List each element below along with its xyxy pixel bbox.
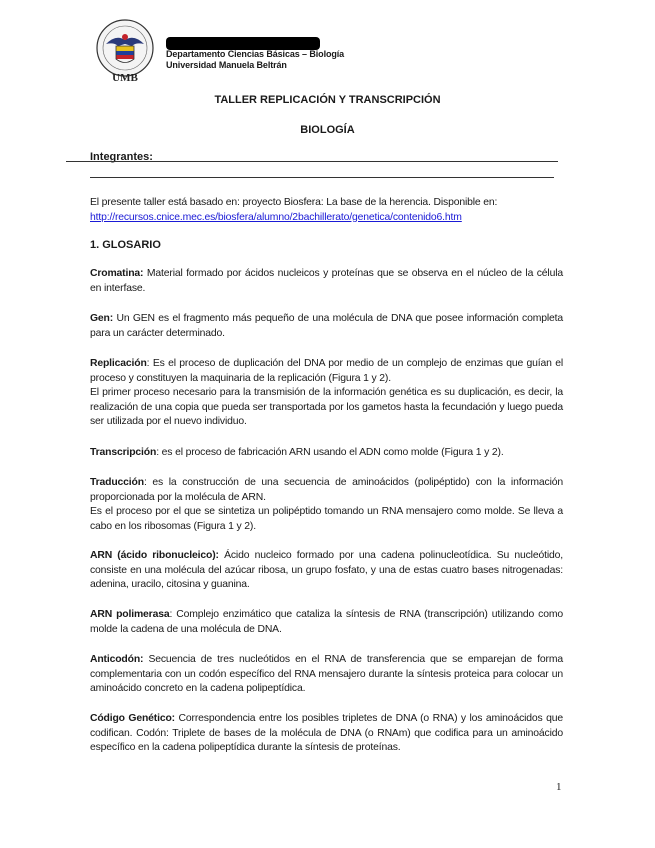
source-link[interactable]: http://recursos.cnice.mec.es/biosfera/alumno/2bachillerato/genetica/contenido6.htm xyxy=(90,211,462,223)
university-name: Universidad Manuela Beltrán xyxy=(166,60,287,70)
section-title: 1. GLOSARIO xyxy=(90,239,161,251)
integrantes-line-1 xyxy=(66,161,558,162)
glossary-entry xyxy=(90,653,563,697)
intro-paragraph xyxy=(90,196,563,225)
glossary-definition: : Es el proceso de duplicación del DNA por medio de un complejo de enzimas que guían el proceso y constituyen la maquinaria de la replicación (Figura 1 y 2). xyxy=(90,358,563,384)
logo-text: UMB xyxy=(112,72,138,84)
glossary-term: Cromatina: xyxy=(90,268,144,279)
glossary-entry xyxy=(90,357,563,430)
glossary-term: Anticodón: xyxy=(90,654,144,665)
glossary-entry xyxy=(90,476,563,534)
glossary-definition: Ácido nucleico formado por una cadena polinucleotídica. Su nucleótido, consiste en una molécula del azúcar ribosa, un grupo fosfato, y una de estas cuatro bases nitrogenadas: adenina, uracilo, citosina y guanina. xyxy=(90,550,563,591)
glossary-entry xyxy=(90,267,563,296)
glossary-entry xyxy=(90,312,563,341)
department-name: Departamento Ciencias Básicas – Biología xyxy=(166,49,345,59)
glossary-definition: Correspondencia entre los posibles tripletes de DNA (o RNA) y los aminoácidos que codifican. Codón: Triplete de bases de la molécula de DNA (o RNAm) que codifica para un aminoácido específico en la cadena polipeptídica durante la síntesis de proteínas. xyxy=(90,713,564,754)
glossary-term: Traducción xyxy=(90,477,144,488)
glossary-extra: Es el proceso por el que se sintetiza un polipéptido tomando un RNA mensajero como molde. Se lleva a cabo en los ribosomas (Figura 1 y 2). xyxy=(90,506,563,532)
glossary-entry xyxy=(90,608,563,637)
glossary-term: Gen: xyxy=(90,313,114,324)
glossary-term: Transcripción xyxy=(90,447,157,458)
glossary-definition: : es la construcción de una secuencia de aminoácidos (polipéptido) con la información proporcionada por la molécula de ARN. xyxy=(90,477,563,503)
glossary-definition: : Complejo enzimático que cataliza la síntesis de RNA (transcripción) utilizando como molde la cadena de una molécula de DNA. xyxy=(90,609,563,635)
integrantes-line-2 xyxy=(90,177,554,178)
integrantes-label: Integrantes: xyxy=(90,151,153,163)
glossary-term: ARN (ácido ribonucleico): xyxy=(90,550,219,561)
glossary-entry xyxy=(90,549,563,593)
glossary-definition: Material formado por ácidos nucleicos y proteínas que se observa en el núcleo de la célula en interfase. xyxy=(90,268,563,294)
glossary-entry xyxy=(90,446,563,461)
glossary-definition: Un GEN es el fragmento más pequeño de una molécula de DNA que posee información completa para un carácter determinado. xyxy=(90,313,563,339)
glossary-term: Replicación xyxy=(90,358,147,369)
glossary-definition: Secuencia de tres nucleótidos en el RNA de transferencia que se emparejan de forma complementaria con un codón específico del RNA mensajero durante la síntesis proteica para colocar un aminoácido concreto en la cadena polipeptídica. xyxy=(90,654,563,695)
document-subtitle: BIOLOGÍA xyxy=(300,124,355,136)
glossary-term: Código Genético: xyxy=(90,713,175,724)
page-number: 1 xyxy=(556,781,562,793)
glossary-term: ARN polimerasa xyxy=(90,609,170,620)
university-logo xyxy=(92,18,158,84)
intro-text: El presente taller está basado en: proyecto Biosfera: La base de la herencia. Disponible en: xyxy=(90,197,498,208)
glossary-entry xyxy=(90,712,563,756)
document-title: TALLER REPLICACIÓN Y TRANSCRIPCIÓN xyxy=(214,94,441,106)
glossary-definition: : es el proceso de fabricación ARN usando el ADN como molde (Figura 1 y 2). xyxy=(156,447,504,458)
glossary-extra: El primer proceso necesario para la transmisión de la información genética es su duplicación, es decir, la realización de una copia que pueda ser transportada por los gametos hasta la fecundación y luego pueda ser utilizada por el nuevo individuo. xyxy=(90,387,563,428)
